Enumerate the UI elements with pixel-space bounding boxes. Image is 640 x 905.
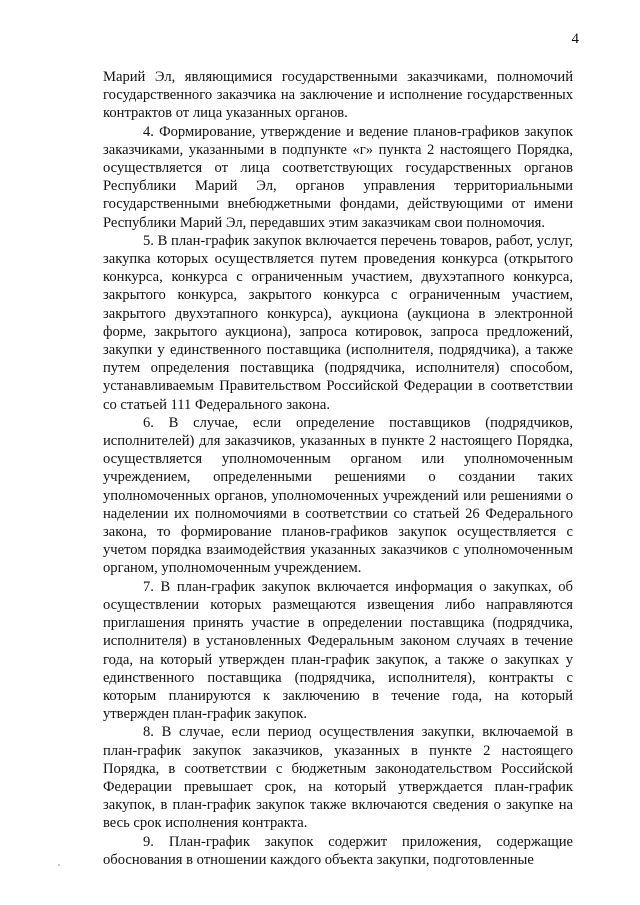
paragraph-number: 6. (143, 414, 154, 431)
paragraph-text: В случае, если определение поставщиков (подрядчиков, исполнителей) для заказчиков, указанных в пункте 2 настоящего Порядка, осуществляется уполномоченным органом или уполномоченным учреждением, определенными решениями о создании таких уполномоченных органов, уполномоченных учреждений или решениями о наделении их полномочиями в соответствии со статьей 26 Федерального закона, то формирование планов-графиков закупок осуществляется с учетом порядка взаимодействия указанных заказчиков с уполномоченным органом, уполномоченным учреждением. (103, 414, 574, 577)
paragraph-text: Формирование, утверждение и ведение планов-графиков закупок заказчиками, указанными в подпункте «г» пункта 2 настоящего Порядка, осуществляется от лица соответствующих государственных органов Республики Марий Эл, органов управления территориальными государственными внебюджетными фондами, действующими от имени Республики Марий Эл, передавших этим заказчикам свои полномочия. (103, 123, 573, 231)
paragraph-6 (103, 414, 573, 578)
scan-speck (58, 864, 60, 866)
paragraph-5 (103, 232, 573, 414)
paragraph-number: 9. (143, 833, 154, 850)
paragraph-number: 8. (143, 724, 154, 741)
paragraph-number: 5. (143, 232, 154, 249)
paragraph-text: План-график закупок содержит приложения, содержащие обоснования в отношении каждого объекта закупки, подготовленные (103, 833, 573, 868)
paragraph-continuation (103, 68, 573, 123)
page-number: 4 (571, 31, 579, 47)
paragraph-4 (103, 123, 573, 232)
paragraph-text: В план-график закупок включается перечень товаров, работ, услуг, закупка которых осуществляется путем проведения конкурса (открытого конкурса, конкурса с ограниченным участием, двухэтапного конкурса, закрытого конкурса, закрытого конкурса с ограниченным участием, закрытого двухэтапного конкурса), аукциона (аукциона в электронной форме, закрытого аукциона), запроса котировок, запроса предложений, закупки у единственного поставщика (исполнителя, подрядчика), а также путем определения поставщика (подрядчика, исполнителя) способом, устанавливаемым Правительством Российской Федерации в соответствии со статьей 111 Федерального закона. (103, 232, 573, 413)
paragraph-8 (103, 723, 573, 832)
paragraph-text: В случае, если период осуществления закупки, включаемой в план-график закупок заказчиков, указанных в пункте 2 настоящего Порядка, в соответствии с бюджетным законодательством Российской Федерации превышает срок, на который утверждается план-график закупок, в план-график закупок также включаются сведения о закупке на весь срок исполнения контракта. (103, 724, 573, 832)
paragraph-text: В план-график закупок включается информация о закупках, об осуществлении которых размещаются извещения либо направляются приглашения принять участие в определении поставщика (подрядчика, исполнителя) в установленных Федеральным законом случаях в течение года, на который утвержден план-график закупок, а также о закупках у единственного поставщика (подрядчика, исполнителя), контракты с которым планируются к заключению в течение года, на который утвержден план-график закупок. (103, 578, 573, 723)
paragraph-number: 7. (143, 578, 154, 595)
paragraph-text: Марий Эл, являющимися государственными заказчиками, полномочий государственного заказчика на заключение и исполнение государственных контрактов от лица указанных органов. (103, 69, 573, 122)
document-body (103, 68, 573, 869)
paragraph-number: 4. (143, 123, 154, 140)
paragraph-9 (103, 833, 573, 869)
paragraph-7 (103, 578, 573, 724)
